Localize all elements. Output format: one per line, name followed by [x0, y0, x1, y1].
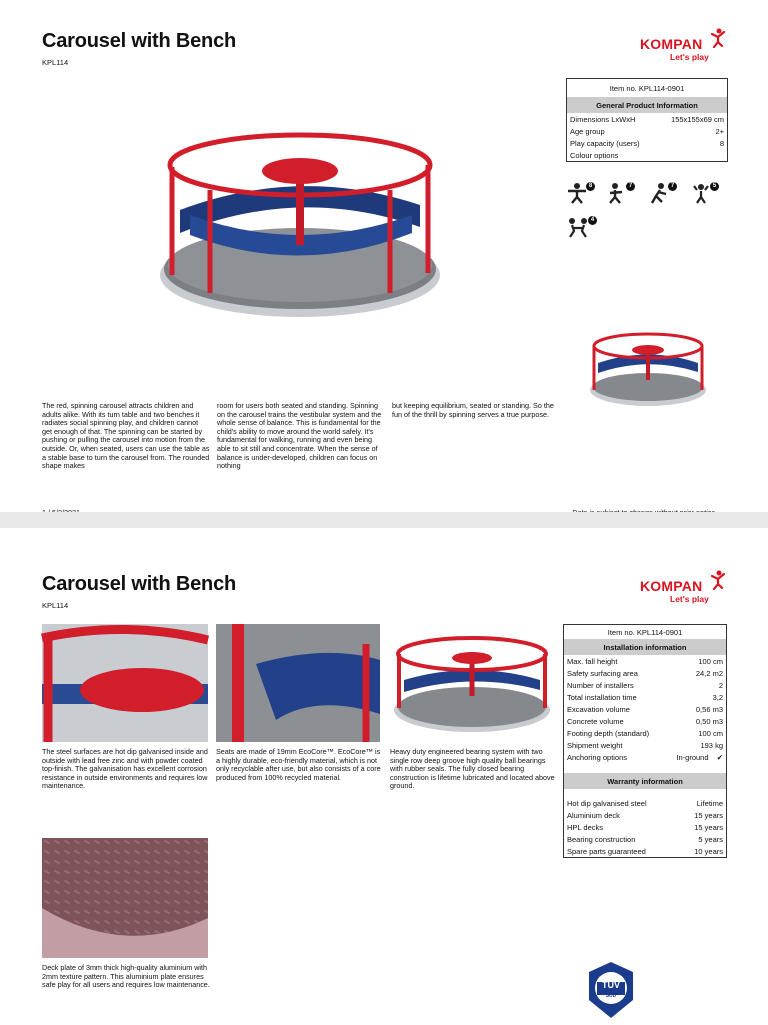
- logo-figure-icon: [710, 28, 726, 48]
- table-row: Footing depth (standard) 100 cm: [567, 728, 723, 738]
- description-column-1: The red, spinning carousel attracts children and adults alike. With its turn table and two benches it radiates social spinning play, and children cannot get enough of that. The spinning can be started by pushing or pulling the carousel into motion from the outside. Or, when seated, users can use the table as a stable base to turn the carousel from. The rounded shape makes: [42, 401, 210, 471]
- table-header: General Product Information: [567, 97, 728, 113]
- table-row: Aluminium deck 15 years: [567, 810, 723, 820]
- caption-deck: Deck plate of 3mm thick high-quality aluminium with 2mm texture pattern. This aluminium plate ensures safe play for all users and requires low maintenance.: [42, 963, 210, 990]
- page-title: Carousel with Bench: [42, 30, 237, 52]
- table-row: Age group 2+: [570, 126, 724, 136]
- datasheet-page-2: [0, 528, 768, 1024]
- table-row: Anchoring options In-ground ✔: [564, 751, 727, 763]
- product-code: KPL114: [42, 58, 69, 67]
- installation-info-table: [563, 624, 727, 858]
- table-row: Concrete volume 0,50 m3: [567, 716, 723, 726]
- description-column-3: but keeping equilibrium, seated or standing. So the fun of the thrill by spinning serves a true purpose.: [392, 401, 554, 419]
- table-row: Bearing construction 5 years: [567, 834, 723, 844]
- table-row: Spare parts guaranteed 10 years: [567, 846, 723, 856]
- caption-seat: Seats are made of 19mm EcoCore™. EcoCore™ is a highly durable, eco-friendly material, which is not only recyclable after use, but also consists of a core produced from 100% recycled material.: [216, 747, 381, 782]
- tuv-bottom-text: SÜD: [605, 993, 617, 999]
- logo-tagline: Let's play: [670, 52, 709, 62]
- table-row: Colour options: [570, 150, 619, 160]
- table-row: Hot dip galvanised steel Lifetime: [567, 798, 723, 808]
- logo-brand: KOMPAN: [640, 36, 703, 52]
- table-row: Play capacity (users) 8: [570, 138, 724, 148]
- product-thumbnail: [584, 318, 712, 413]
- table-row: Dimensions LxWxH 155x155x69 cm: [570, 114, 724, 124]
- tuv-sud-seal: [585, 960, 637, 1020]
- tuv-top-text: TÜV: [602, 980, 620, 990]
- kompan-logo: [640, 570, 730, 614]
- kompan-logo: [640, 28, 730, 72]
- caption-bearing: Heavy duty engineered bearing system with two single row deep groove high quality ball bearings with rubber seals. The fully closed bearing construction is lifetime lubricated and located above ground.: [390, 747, 555, 791]
- item-number: Item no. KPL114-0901: [609, 83, 685, 93]
- description-column-2: room for users both seated and standing. Spinning on the carousel trains the vestibular system and the whole sense of balance. This is fundamental for the child's ability to move around the world safely. It's fundamental for walking, running and even being able to sit still and concentrate. When the sense of balance is under-developed, children can focus on nothing: [217, 401, 382, 471]
- table-row: Safety surfacing area 24,2 m2: [567, 668, 723, 678]
- table-header: Installation information: [564, 639, 727, 655]
- spinning-icon: 7: [606, 182, 636, 204]
- table-row: Number of installers 2: [567, 680, 723, 690]
- table-row: Excavation volume 0,56 m3: [567, 704, 723, 714]
- warranty-header: Warranty information: [564, 773, 727, 789]
- pushing-icon: 7: [648, 182, 678, 204]
- detail-image-deck: [42, 838, 208, 958]
- table-row: Shipment weight 193 kg: [567, 740, 723, 750]
- product-main-image: [150, 105, 450, 320]
- product-code: KPL114: [42, 601, 69, 610]
- item-number: Item no. KPL114-0901: [607, 627, 683, 637]
- table-row: Max. fall height 100 cm: [567, 656, 723, 666]
- caption-steel: The steel surfaces are hot dip galvanised inside and outside with lead free zinc and with powder coated top-finish. The galvanisation has excellent corrosion resistance in outside environments and requires low maintenance.: [42, 747, 208, 791]
- detail-image-bearing: [390, 624, 555, 742]
- logo-brand: KOMPAN: [640, 578, 703, 594]
- detail-image-seat: [216, 624, 380, 742]
- check-mark-icon: ✔: [716, 752, 723, 762]
- page-separator: [0, 512, 768, 528]
- balance-icon: 8: [566, 182, 596, 204]
- sensory-icon: 5: [690, 182, 720, 204]
- general-info-table: [566, 78, 728, 162]
- logo-figure-icon: [710, 570, 726, 590]
- detail-image-steel: [42, 624, 208, 742]
- table-row: HPL decks 15 years: [567, 822, 723, 832]
- social-play-icon: 4: [566, 216, 596, 238]
- datasheet-page-1: [0, 0, 768, 512]
- play-value-icons: [566, 182, 736, 252]
- logo-tagline: Let's play: [670, 594, 709, 604]
- table-row: Total installation time 3,2: [567, 692, 723, 702]
- page-title: Carousel with Bench: [42, 573, 237, 595]
